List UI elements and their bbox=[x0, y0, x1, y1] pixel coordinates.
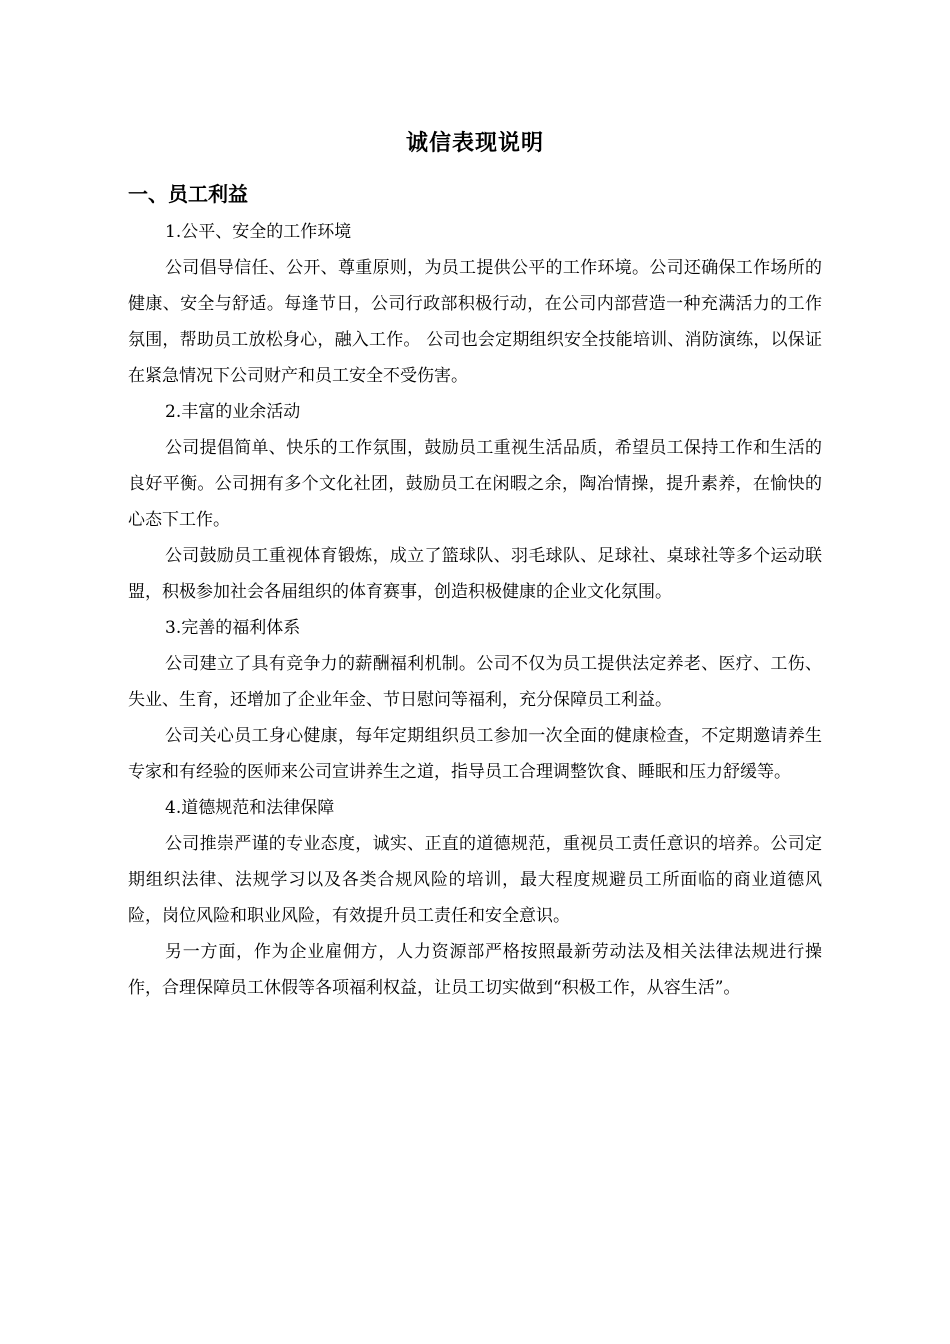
subsection-heading-2: 2.丰富的业余活动 bbox=[165, 402, 301, 422]
section-heading: 一、员工利益 bbox=[128, 182, 248, 206]
paragraph: 另一方面，作为企业雇佣方，人力资源部严格按照最新劳动法及相关法律法规进行操作，合理保障员工休假等各项福利权益，让员工切实做到“积极工作，从容生活”。 bbox=[128, 942, 822, 998]
subsection-heading-3: 3.完善的福利体系 bbox=[165, 618, 301, 638]
paragraph: 公司关心员工身心健康，每年定期组织员工参加一次全面的健康检查，不定期邀请养生专家和有经验的医师来公司宣讲养生之道，指导员工合理调整饮食、睡眠和压力舒缓等。 bbox=[128, 726, 822, 782]
paragraph: 公司提倡简单、快乐的工作氛围，鼓励员工重视生活品质，希望员工保持工作和生活的良好平衡。公司拥有多个文化社团，鼓励员工在闲暇之余，陶冶情操，提升素养，在愉快的心态下工作。 bbox=[128, 438, 822, 530]
document-title: 诚信表现说明 bbox=[405, 131, 544, 156]
paragraph: 公司推崇严谨的专业态度，诚实、正直的道德规范，重视员工责任意识的培养。公司定期组织法律、法规学习以及各类合规风险的培训，最大程度规避员工所面临的商业道德风险，岗位风险和职业风险，有效提升员工责任和安全意识。 bbox=[128, 834, 822, 926]
paragraph: 公司倡导信任、公开、尊重原则，为员工提供公平的工作环境。公司还确保工作场所的健康、安全与舒适。每逢节日，公司行政部积极行动，在公司内部营造一种充满活力的工作氛围，帮助员工放松身心，融入工作。 公司也会定期组织安全技能培训、消防演练，以保证在紧急情况下公司财产和员工安全不受伤害。 bbox=[128, 258, 822, 386]
paragraph: 公司建立了具有竞争力的薪酬福利机制。公司不仅为员工提供法定养老、医疗、工伤、失业、生育，还增加了企业年金、节日慰问等福利，充分保障员工利益。 bbox=[128, 654, 822, 710]
subsection-heading-4: 4.道德规范和法律保障 bbox=[165, 798, 335, 818]
document-body bbox=[128, 214, 822, 1006]
subsection-heading-1: 1.公平、安全的工作环境 bbox=[165, 222, 352, 242]
paragraph: 公司鼓励员工重视体育锻炼，成立了篮球队、羽毛球队、足球社、桌球社等多个运动联盟，积极参加社会各届组织的体育赛事，创造积极健康的企业文化氛围。 bbox=[128, 546, 822, 602]
